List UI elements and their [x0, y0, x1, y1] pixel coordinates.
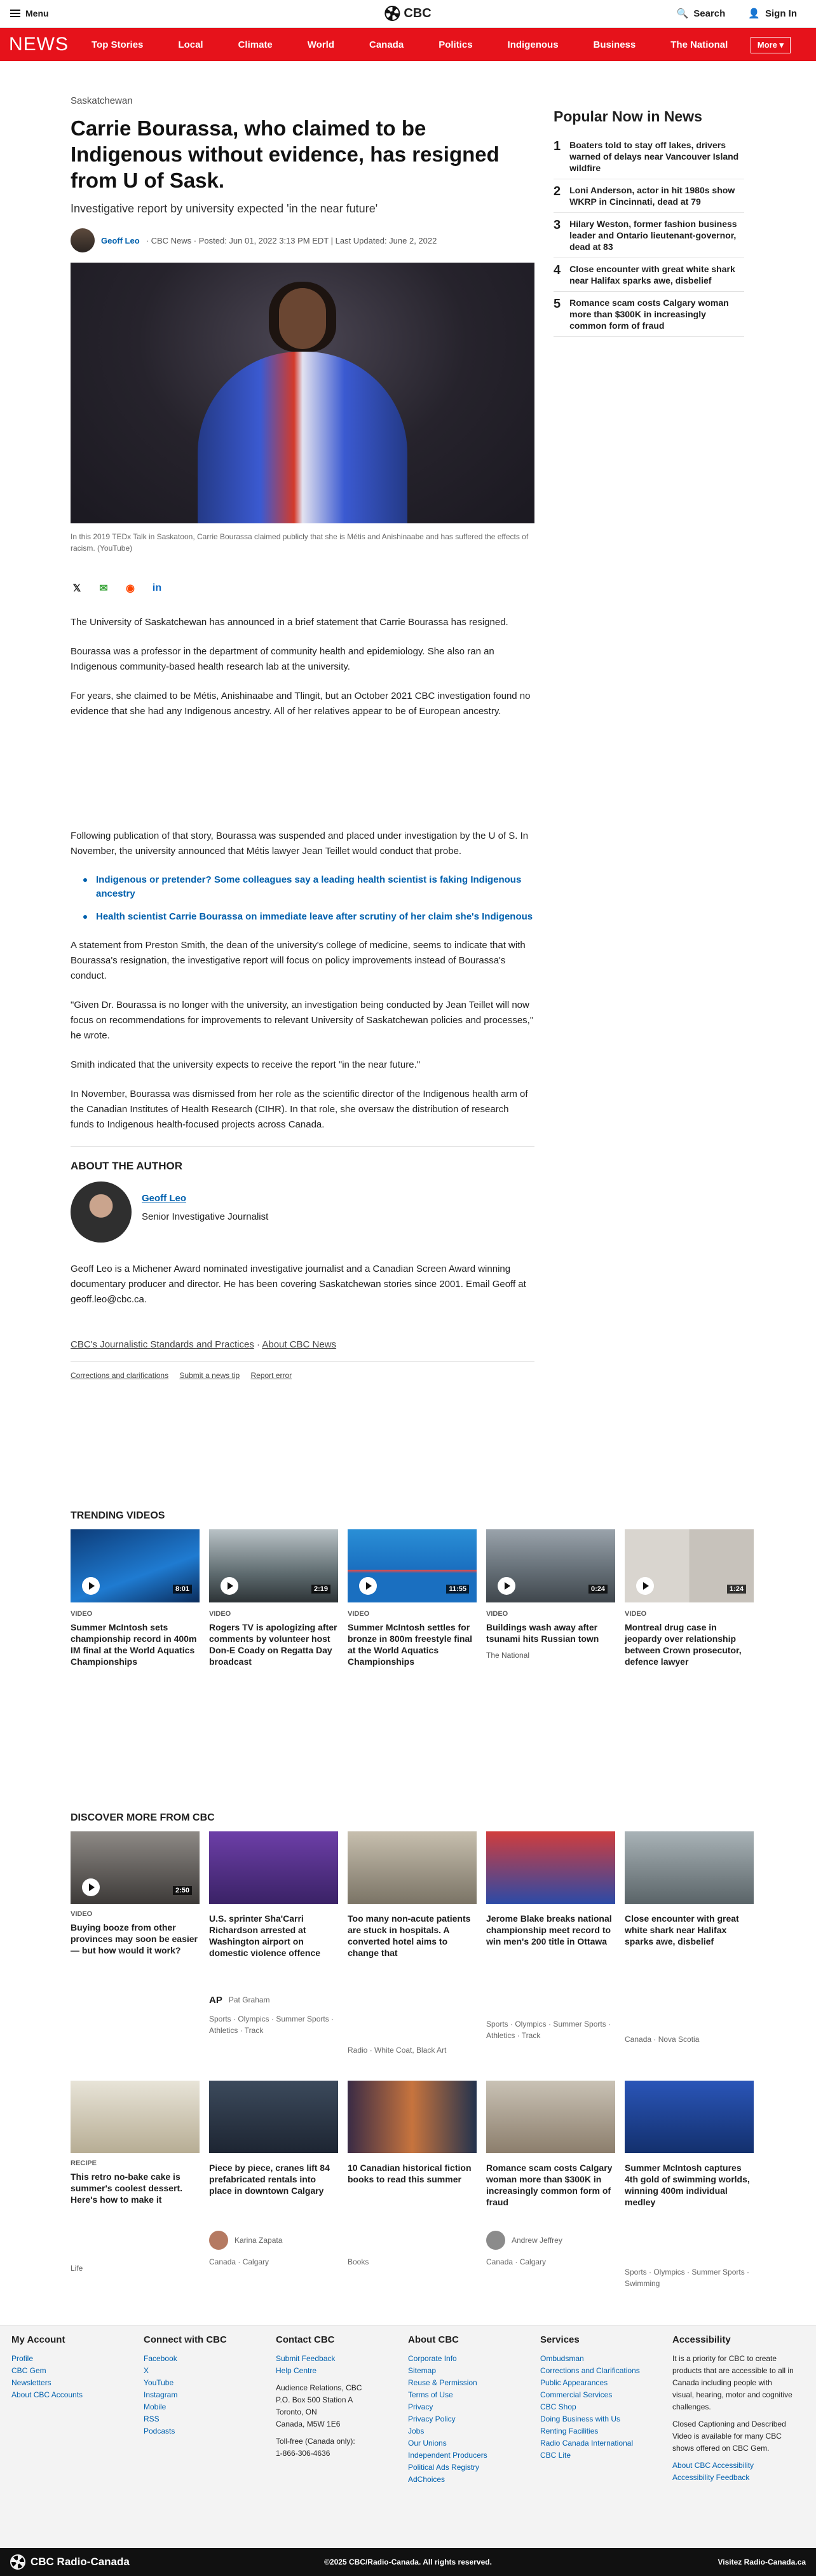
footer-link[interactable]: Help Centre [276, 2366, 317, 2375]
story-thumbnail [348, 2081, 477, 2153]
story-card[interactable]: Close encounter with great white shark near Halifax sparks awe, disbelief Canada · Nova Scotia [625, 1831, 754, 2073]
address-line: P.O. Box 500 Station A [276, 2395, 353, 2404]
hero-image [71, 263, 534, 523]
play-icon [498, 1577, 515, 1595]
footer-col-accessibility: Accessibility It is a priority for CBC to create products that are accessible to all in Canada including people with visual, hearing, motor and cognitive challenges. Closed Captioning and Described Video is available for many CBC shows offered on CBC Gem. About CBC Accessibility Accessibility Feedback [672, 2334, 805, 2486]
nav-climate[interactable]: Climate [238, 39, 273, 50]
corrections-bar [71, 1361, 534, 1380]
news-brand[interactable]: NEWS [9, 34, 69, 55]
story-card[interactable]: 2:50 VIDEO Buying booze from other provinces may soon be easier — but how would it work? [71, 1831, 200, 2073]
video-card[interactable]: 11:55 VIDEO Summer McIntosh settles for bronze in 800m freestyle final at the World Aquatics Championships [348, 1529, 477, 1667]
footer-col-about: About CBC Corporate Info Sitemap Reuse & Permission Terms of Use Privacy Privacy Policy Jobs Our Unions Independent Producers Political Ads Registry AdChoices [408, 2334, 540, 2486]
trending-heading: TRENDING VIDEOS [71, 1510, 165, 1521]
nav-indigenous[interactable]: Indigenous [507, 39, 559, 50]
nav-business[interactable]: Business [593, 39, 636, 50]
reporter-avatar [209, 2231, 228, 2250]
nav-politics[interactable]: Politics [439, 39, 473, 50]
related-link[interactable]: Indigenous or pretender? Some colleagues say a leading health scientist is faking Indigenous ancestry [71, 873, 534, 901]
story-card[interactable]: Summer McIntosh captures 4th gold of swimming worlds, winning 400m individual medley Sports · Olympics · Summer Sports · Swimming [625, 2081, 754, 2289]
story-card[interactable]: 10 Canadian historical fiction books to read this summer Books [348, 2081, 477, 2289]
trending-videos [71, 1510, 752, 1667]
image-caption: In this 2019 TEDx Talk in Saskatoon, Carrie Bourassa claimed publicly that she is Métis and Anishinaabe and has suffered the effects of racism. (YouTube) [71, 532, 529, 553]
story-thumbnail [625, 1831, 754, 1904]
reporter-avatar [486, 2231, 505, 2250]
footer-col-my-account: My Account Profile CBC Gem Newsletters About CBC Accounts [11, 2334, 144, 2486]
byline [71, 228, 534, 252]
popular-item[interactable]: 5 Romance scam costs Calgary woman more than $300K in increasingly common form of fraud [554, 292, 744, 337]
footer-link[interactable]: Instagram [144, 2390, 178, 2399]
about-author-heading: ABOUT THE AUTHOR [71, 1147, 534, 1173]
corrections-link[interactable]: Corrections and clarifications [71, 1371, 169, 1380]
author-bio: Geoff Leo is a Michener Award nominated investigative journalist and a Canadian Screen Award winning documentary producer and director. He has been covering Saskatchewan stories since 2001. Email Geoff at geoff.leo@cbc.ca. [71, 1264, 526, 1305]
standards-link[interactable]: CBC's Journalistic Standards and Practices [71, 1339, 254, 1350]
story-thumbnail [209, 1831, 338, 1904]
popular-rank: 1 [554, 139, 561, 153]
popular-rank: 2 [554, 184, 561, 198]
share-bar [71, 582, 534, 595]
popular-item[interactable]: 1 Boaters told to stay off lakes, drivers warned of delays near Vancouver Island wildfire [554, 134, 744, 179]
radio-canada-link[interactable]: Visitez Radio-Canada.ca [717, 2558, 806, 2566]
footer-link[interactable]: Newsletters [11, 2378, 51, 2387]
author-box [71, 1181, 534, 1243]
footer-link[interactable]: Reuse & Permission [408, 2378, 477, 2387]
story-thumbnail [348, 1831, 477, 1904]
footer-link[interactable]: About CBC Accessibility [672, 2461, 754, 2470]
footer-link[interactable]: Independent Producers [408, 2451, 487, 2460]
author-avatar [71, 228, 95, 252]
footer-link[interactable]: CBC Lite [540, 2451, 571, 2460]
discover-more [71, 1812, 752, 2297]
footer-link[interactable]: Renting Facilities [540, 2427, 599, 2435]
footer-link[interactable]: Terms of Use [408, 2390, 453, 2399]
nav-the-national[interactable]: The National [670, 39, 728, 50]
story-byline: Andrew Jeffrey [486, 2231, 615, 2250]
footer-link[interactable]: Sitemap [408, 2366, 437, 2375]
article [71, 95, 534, 1380]
footer-link[interactable]: Profile [11, 2354, 34, 2363]
address-line: Canada, M5W 1E6 [276, 2420, 341, 2428]
search-button[interactable]: 🔍 Search [676, 8, 726, 19]
story-thumbnail: 2:50 [71, 1831, 200, 1904]
deck: Investigative report by university expected 'in the near future' [71, 202, 378, 215]
hamburger-icon [10, 10, 20, 17]
footer-link[interactable]: YouTube [144, 2378, 174, 2387]
video-thumbnail: 2:19 [209, 1529, 338, 1602]
video-card[interactable]: 2:19 VIDEO Rogers TV is apologizing after comments by volunteer host Don-E Coady on Regatta Day broadcast [209, 1529, 338, 1667]
video-thumbnail: 0:24 [486, 1529, 615, 1602]
popular-item[interactable]: 3 Hilary Weston, former fashion business leader and Ontario lieutenant-governor, dead at 83 [554, 213, 744, 258]
hero-figure-face [279, 288, 326, 349]
spacer [276, 2430, 399, 2435]
video-card[interactable]: 1:24 VIDEO Montreal drug case in jeopardy over relationship between Crown prosecutor, defence lawyer [625, 1529, 754, 1667]
footer-link[interactable]: CBC Shop [540, 2402, 576, 2411]
story-byline: Karina Zapata [209, 2231, 338, 2250]
story-thumbnail [71, 2081, 200, 2153]
nav-local[interactable]: Local [178, 39, 203, 50]
section-kicker[interactable]: Saskatchewan [71, 95, 133, 106]
footer-link[interactable]: AdChoices [408, 2475, 445, 2484]
email-share-icon[interactable]: ✉ [99, 583, 108, 594]
footer-link[interactable]: Commercial Services [540, 2390, 613, 2399]
story-byline: AP Pat Graham [209, 1994, 270, 2006]
story-card[interactable]: Jerome Blake breaks national championship meet record to win men's 200 title in Ottawa Sports · Olympics · Summer Sports · Athletics · Track [486, 1831, 615, 2073]
spacer [672, 2455, 796, 2460]
top-bar [0, 0, 816, 28]
footer-link[interactable]: Privacy [408, 2402, 433, 2411]
spacer [276, 2377, 399, 2382]
article-body [71, 615, 534, 1133]
footer-col-services: Services Ombudsman Corrections and Clarifications Public Appearances Commercial Services CBC Shop Doing Business with Us Renting Facilities Radio Canada International CBC Lite [540, 2334, 672, 2486]
paragraph: Following publication of that story, Bourassa was suspended and placed under investigation by the U of S. In November, the university announced that Métis lawyer Jean Teillet would conduct that probe. [71, 830, 529, 857]
footer-link[interactable]: Political Ads Registry [408, 2463, 480, 2472]
video-card[interactable]: 8:01 VIDEO Summer McIntosh sets championship record in 400m IM final at the World Aquatics Championships [71, 1529, 200, 1667]
popular-heading: Popular Now in News [554, 108, 702, 125]
story-card[interactable]: Too many non-acute patients are stuck in hospitals. A converted hotel aims to change that Radio · White Coat, Black Art [348, 1831, 477, 2073]
author-title: Senior Investigative Journalist [142, 1211, 269, 1222]
footer-col-contact: Contact CBC Submit Feedback Help Centre Audience Relations, CBC P.O. Box 500 Station A Toronto, ON Canada, M5W 1E6 Toll-free (Canada only): 1-866-306-4636 [276, 2334, 408, 2486]
play-icon [82, 1577, 100, 1595]
popular-rank: 4 [554, 263, 561, 277]
paragraph: Bourassa was a professor in the department of community health and epidemiology. She also ran an Indigenous community-based health research lab at the university. [71, 646, 494, 672]
play-icon [359, 1577, 377, 1595]
story-thumbnail [625, 2081, 754, 2153]
related-links [71, 873, 534, 924]
linkedin-share-icon[interactable]: in [152, 582, 162, 593]
about-cbc-news-link[interactable]: About CBC News [262, 1339, 337, 1350]
video-thumbnail: 11:55 [348, 1529, 477, 1602]
user-icon: 👤 [748, 8, 760, 19]
sign-in-button[interactable]: 👤 Sign In [748, 8, 797, 19]
cbc-gem-icon [384, 6, 400, 21]
discover-heading: DISCOVER MORE FROM CBC [71, 1812, 215, 1823]
video-thumbnail: 1:24 [625, 1529, 754, 1602]
ad-space [71, 733, 534, 829]
story-card[interactable]: Romance scam costs Calgary woman more than $300K in increasingly common form of fraud Andrew Jeffrey Canada · Calgary [486, 2081, 615, 2289]
story-card[interactable]: RECIPE This retro no-bake cake is summer's coolest dessert. Here's how to make it Life [71, 2081, 200, 2289]
paragraph: In November, Bourassa was dismissed from her role as the scientific director of the Indigenous health arm of the Canadian Institutes of Health Research (CIHR). In that role, she oversaw the distribution of research funds to Indigenous health-focused projects across Canada. [71, 1089, 528, 1130]
footer-link[interactable]: Mobile [144, 2402, 167, 2411]
footer-bar [0, 2548, 816, 2576]
search-icon: 🔍 [676, 8, 689, 19]
play-icon [221, 1577, 238, 1595]
cbc-radio-canada-logo[interactable]: CBC Radio-Canada [0, 2554, 130, 2570]
story-card[interactable]: U.S. sprinter Sha'Carri Richardson arrested at Washington airport on domestic violence offence AP Pat Graham Sports · Olympics · Summer Sports · Athletics · Track [209, 1831, 338, 2073]
headline: Carrie Bourassa, who claimed to be Indigenous without evidence, has resigned from U of Sask. [71, 116, 500, 192]
nav-canada[interactable]: Canada [369, 39, 404, 50]
footer-link[interactable]: Ombudsman [540, 2354, 584, 2363]
related-link[interactable]: Health scientist Carrie Bourassa on immediate leave after scrutiny of her claim she's Indigenous [71, 910, 534, 924]
hero-figure-blanket [198, 352, 407, 523]
footer-link[interactable]: CBC Gem [11, 2366, 46, 2375]
footer-link[interactable]: Podcasts [144, 2427, 175, 2435]
play-icon [82, 1878, 100, 1896]
news-nav [0, 28, 816, 61]
accessibility-text: Closed Captioning and Described Video is available for many CBC shows offered on CBC Gem. [672, 2420, 786, 2453]
phone-number: 1-866-306-4636 [276, 2449, 330, 2458]
popular-rank: 5 [554, 297, 561, 311]
footer-link[interactable]: Corrections and Clarifications [540, 2366, 640, 2375]
spacer [672, 2413, 796, 2418]
reddit-share-icon[interactable]: ◉ [126, 583, 135, 594]
video-card[interactable]: 0:24 VIDEO Buildings wash away after tsunami hits Russian town The National [486, 1529, 615, 1667]
footer-link[interactable]: Facebook [144, 2354, 177, 2363]
footer-link[interactable]: Jobs [408, 2427, 425, 2435]
news-tip-link[interactable]: Submit a news tip [179, 1371, 240, 1380]
accessibility-text: It is a priority for CBC to create products that are accessible to all in Canada including people with visual, hearing, motor and cognitive challenges. [672, 2354, 794, 2411]
footer-link[interactable]: Radio Canada International [540, 2439, 634, 2448]
footer-link[interactable]: Public Appearances [540, 2378, 608, 2387]
footer [0, 2325, 816, 2576]
footer-link[interactable]: Corporate Info [408, 2354, 457, 2363]
popular-rank: 3 [554, 218, 561, 232]
paragraph: "Given Dr. Bourassa is no longer with the university, an investigation being conducted by Jean Teillet will now focus on recommendations for improvements to relevant University of Saskatchewan policies and processes," he wrote. [71, 1000, 534, 1041]
footer-link[interactable]: Doing Business with Us [540, 2414, 621, 2423]
story-thumbnail [486, 2081, 615, 2153]
cbc-gem-icon [10, 2554, 25, 2570]
standards-links: CBC's Journalistic Standards and Practices · About CBC News [71, 1339, 337, 1350]
author-photo [71, 1181, 132, 1243]
x-share-icon[interactable]: 𝕏 [72, 583, 81, 594]
author-name-link[interactable]: Geoff Leo [142, 1193, 186, 1204]
footer-link[interactable]: RSS [144, 2414, 160, 2423]
menu-button[interactable]: Menu [10, 8, 49, 18]
chevron-down-icon: ▾ [779, 40, 784, 50]
byline-meta: · CBC News · Posted: Jun 01, 2022 3:13 PM EDT | Last Updated: June 2, 2022 [146, 235, 437, 245]
paragraph: The University of Saskatchewan has announced in a brief statement that Carrie Bourassa has resigned. [71, 617, 508, 628]
popular-now [554, 108, 744, 337]
footer-link[interactable]: Privacy Policy [408, 2414, 456, 2423]
ap-logo-icon: AP [209, 1994, 222, 2006]
copyright: ©2025 CBC/Radio-Canada. All rights reserved. [324, 2558, 492, 2566]
paragraph: Smith indicated that the university expects to receive the report "in the near future." [71, 1059, 421, 1070]
report-error-button[interactable]: Report error [250, 1371, 292, 1380]
paragraph: For years, she claimed to be Métis, Anishinaabe and Tlingit, but an October 2021 CBC investigation found no evidence that she had any Indigenous ancestry. All of her relatives appear to be of European ancestry. [71, 691, 531, 717]
footer-link[interactable]: X [144, 2366, 149, 2375]
cbc-logo[interactable]: CBC [384, 6, 431, 21]
footer-link[interactable]: Submit Feedback [276, 2354, 336, 2363]
footer-link[interactable]: About CBC Accounts [11, 2390, 83, 2399]
story-thumbnail [486, 1831, 615, 1904]
popular-item[interactable]: 4 Close encounter with great white shark near Halifax sparks awe, disbelief [554, 258, 744, 292]
author-link[interactable]: Geoff Leo [101, 235, 140, 245]
nav-top-stories[interactable]: Top Stories [92, 39, 144, 50]
nav-world[interactable]: World [307, 39, 334, 50]
footer-link[interactable]: Our Unions [408, 2439, 447, 2448]
phone-label: Toll-free (Canada only): [276, 2437, 355, 2446]
story-thumbnail [209, 2081, 338, 2153]
paragraph: A statement from Preston Smith, the dean of the university's college of medicine, seems to indicate that with Bourassa's resignation, the investigative report will focus on policy improvements instead of Bourassa's conduct. [71, 940, 526, 981]
story-card[interactable]: Piece by piece, cranes lift 84 prefabricated rentals into place in downtown Calgary Karina Zapata Canada · Calgary [209, 2081, 338, 2289]
address-line: Audience Relations, CBC [276, 2383, 362, 2392]
footer-col-connect: Connect with CBC Facebook X YouTube Instagram Mobile RSS Podcasts [144, 2334, 276, 2486]
popular-item[interactable]: 2 Loni Anderson, actor in hit 1980s show WKRP in Cincinnati, dead at 79 [554, 179, 744, 213]
address-line: Toronto, ON [276, 2407, 317, 2416]
video-thumbnail: 8:01 [71, 1529, 200, 1602]
footer-link[interactable]: Accessibility Feedback [672, 2473, 750, 2482]
play-icon [636, 1577, 654, 1595]
more-menu-button[interactable]: More ▾ [751, 37, 791, 53]
